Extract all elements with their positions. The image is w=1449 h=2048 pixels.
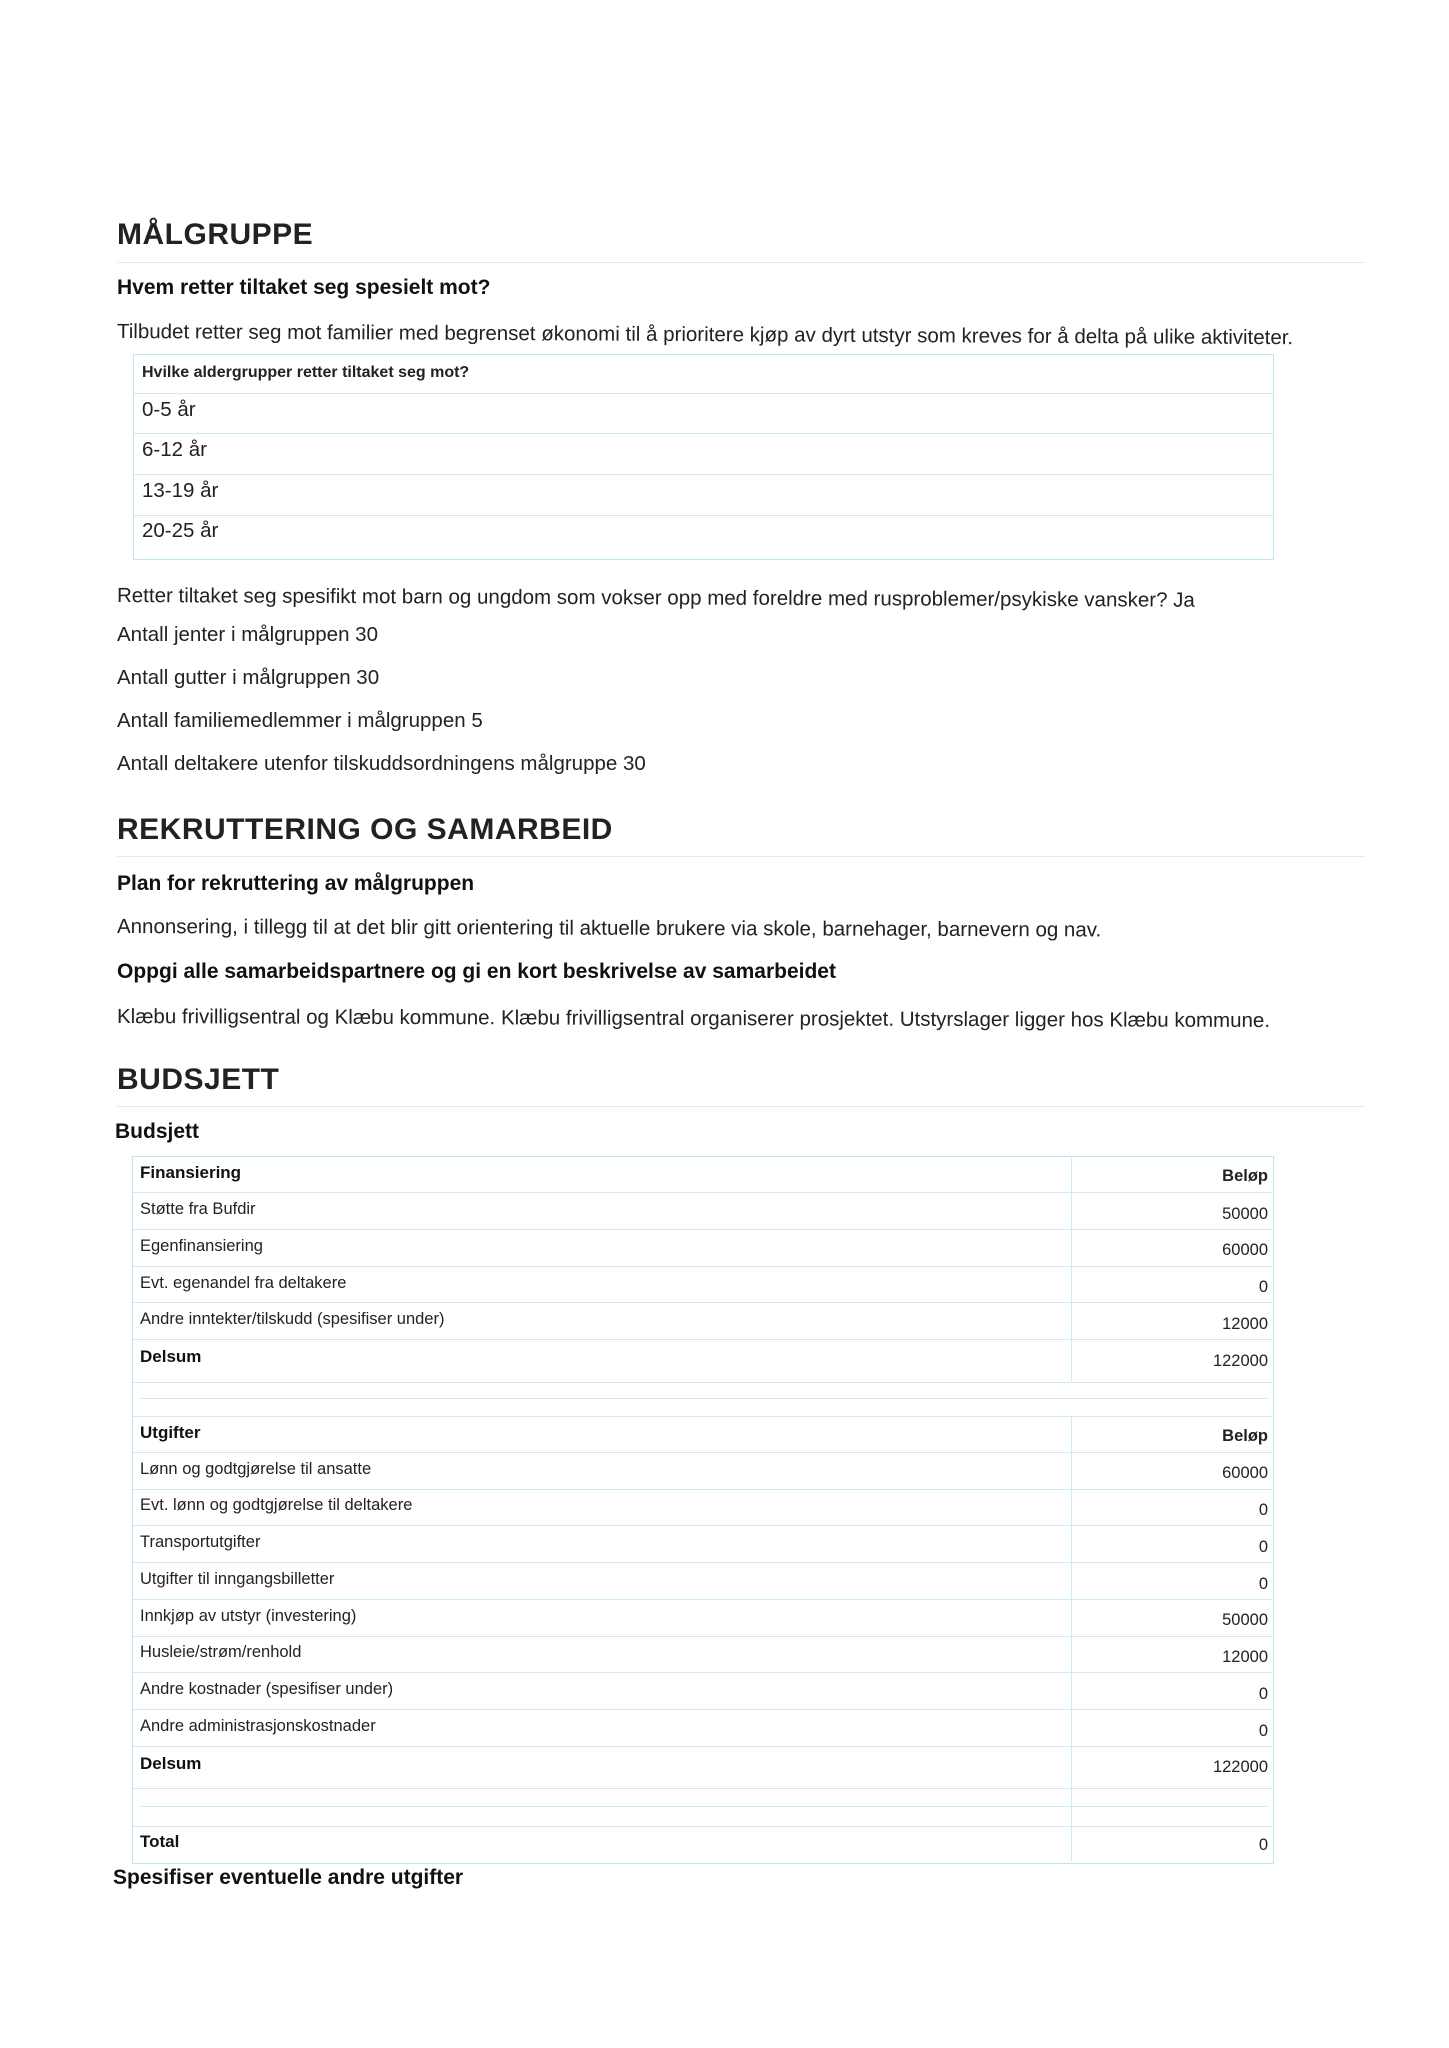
utgifter-row-label: Evt. lønn og godtgjørelse til deltakere	[140, 1496, 413, 1514]
finansiering-header: Finansiering	[140, 1163, 242, 1182]
section-heading-budsjett: BUDSJETT	[117, 1063, 280, 1096]
amount-header: Beløp	[1222, 1167, 1268, 1185]
finansiering-sum-amount: 122000	[1212, 1352, 1268, 1370]
utgifter-row-label: Transportutgifter	[140, 1533, 261, 1551]
utgifter-row-amount: 0	[1258, 1575, 1268, 1593]
age-group-item: 13-19 år	[142, 479, 219, 502]
finansiering-sum-label: Delsum	[140, 1347, 202, 1366]
row-divider	[132, 1416, 1272, 1417]
utgifter-row-amount: 50000	[1222, 1611, 1268, 1629]
answer-target: Tilbudet retter seg mot familier med begrenset økonomi til å prioritere kjøp av dyrt utstyr som kreves for å delta på ulike aktiviteter.	[116, 320, 1294, 350]
age-group-item: 0-5 år	[142, 398, 196, 421]
age-divider	[133, 393, 1273, 394]
total-amount: 0	[1258, 1836, 1268, 1854]
budget-subheading: Budsjett	[115, 1120, 199, 1143]
info-line: Antall deltakere utenfor tilskuddsordningens målgruppe 30	[117, 752, 646, 775]
row-divider	[132, 1192, 1272, 1193]
row-divider	[132, 1452, 1272, 1453]
finansiering-row-label: Evt. egenandel fra deltakere	[140, 1274, 347, 1292]
row-divider	[132, 1339, 1272, 1340]
row-divider	[132, 1746, 1272, 1747]
question-samarbeid: Oppgi alle samarbeidspartnere og gi en kort beskrivelse av samarbeidet	[117, 960, 836, 983]
row-divider	[132, 1672, 1272, 1673]
age-group-box	[133, 354, 1274, 560]
row-divider	[132, 1302, 1272, 1303]
info-line: Antall jenter i målgruppen 30	[117, 623, 378, 646]
section-heading-malgruppe: MÅLGRUPPE	[117, 218, 314, 251]
age-group-item: 6-12 år	[142, 438, 207, 461]
finansiering-row-label: Egenfinansiering	[140, 1237, 263, 1255]
utgifter-row-amount: 12000	[1222, 1648, 1268, 1666]
finansiering-row-amount: 60000	[1222, 1241, 1268, 1259]
utgifter-row-amount: 0	[1258, 1538, 1268, 1556]
finansiering-row-amount: 12000	[1222, 1315, 1268, 1333]
utgifter-sum-amount: 122000	[1212, 1758, 1268, 1776]
utgifter-header: Utgifter	[140, 1423, 201, 1442]
age-divider	[133, 474, 1273, 475]
spesifiser-heading: Spesifiser eventuelle andre utgifter	[113, 1866, 464, 1889]
spacer-line	[140, 1398, 1268, 1399]
section-rule	[117, 1106, 1365, 1107]
column-divider	[1071, 1826, 1072, 1862]
utgifter-row-amount: 60000	[1222, 1464, 1268, 1482]
age-divider	[133, 515, 1273, 516]
row-divider	[132, 1636, 1272, 1637]
row-divider	[132, 1599, 1272, 1600]
row-divider	[132, 1562, 1272, 1563]
info-line: Antall gutter i målgruppen 30	[117, 666, 380, 689]
answer-samarbeid: Klæbu frivilligsentral og Klæbu kommune. Klæbu frivilligsentral organiserer prosjektet. Utstyrslager ligger hos Klæbu kommune.	[116, 1005, 1271, 1033]
question-target: Hvem retter tiltaket seg spesielt mot?	[117, 276, 491, 299]
column-divider	[1071, 1416, 1072, 1826]
question-rekruttering: Plan for rekruttering av målgruppen	[117, 872, 475, 895]
amount-header: Beløp	[1222, 1427, 1268, 1445]
section-rule	[117, 856, 1365, 857]
section-rule	[117, 262, 1365, 263]
utgifter-row-label: Husleie/strøm/renhold	[140, 1643, 302, 1661]
info-line: Antall familiemedlemmer i målgruppen 5	[117, 709, 483, 732]
row-divider	[132, 1489, 1272, 1490]
age-group-question: Hvilke aldergrupper retter tiltaket seg mot?	[142, 364, 470, 381]
row-divider	[132, 1788, 1272, 1789]
row-divider	[132, 1229, 1272, 1230]
spacer-line	[140, 1806, 1268, 1807]
finansiering-row-amount: 50000	[1222, 1205, 1268, 1223]
finansiering-row-label: Andre inntekter/tilskudd (spesifiser under)	[140, 1310, 445, 1328]
age-divider	[133, 433, 1273, 434]
utgifter-row-label: Lønn og godtgjørelse til ansatte	[140, 1460, 372, 1478]
total-label: Total	[140, 1832, 180, 1851]
section-heading-rekruttering: REKRUTTERING OG SAMARBEID	[117, 813, 613, 846]
utgifter-sum-label: Delsum	[140, 1754, 202, 1773]
row-divider	[132, 1382, 1272, 1383]
row-divider	[132, 1266, 1272, 1267]
utgifter-row-label: Andre kostnader (spesifiser under)	[140, 1680, 394, 1698]
utgifter-row-label: Innkjøp av utstyr (investering)	[140, 1607, 357, 1625]
utgifter-row-amount: 0	[1258, 1685, 1268, 1703]
row-divider	[132, 1709, 1272, 1710]
utgifter-row-label: Andre administrasjonskostnader	[140, 1717, 376, 1735]
finansiering-row-amount: 0	[1258, 1278, 1268, 1296]
utgifter-row-amount: 0	[1258, 1722, 1268, 1740]
row-divider	[132, 1826, 1272, 1827]
utgifter-row-amount: 0	[1258, 1501, 1268, 1519]
info-line: Retter tiltaket seg spesifikt mot barn og ungdom som vokser opp med foreldre med rusproblemer/psykiske vansker? Ja	[116, 584, 1195, 612]
finansiering-row-label: Støtte fra Bufdir	[140, 1200, 256, 1218]
utgifter-row-label: Utgifter til inngangsbilletter	[140, 1570, 335, 1588]
answer-rekruttering: Annonsering, i tillegg til at det blir gitt orientering til aktuelle brukere via skole, barnehager, barnevern og nav.	[116, 915, 1102, 942]
age-group-item: 20-25 år	[142, 519, 219, 542]
row-divider	[132, 1525, 1272, 1526]
